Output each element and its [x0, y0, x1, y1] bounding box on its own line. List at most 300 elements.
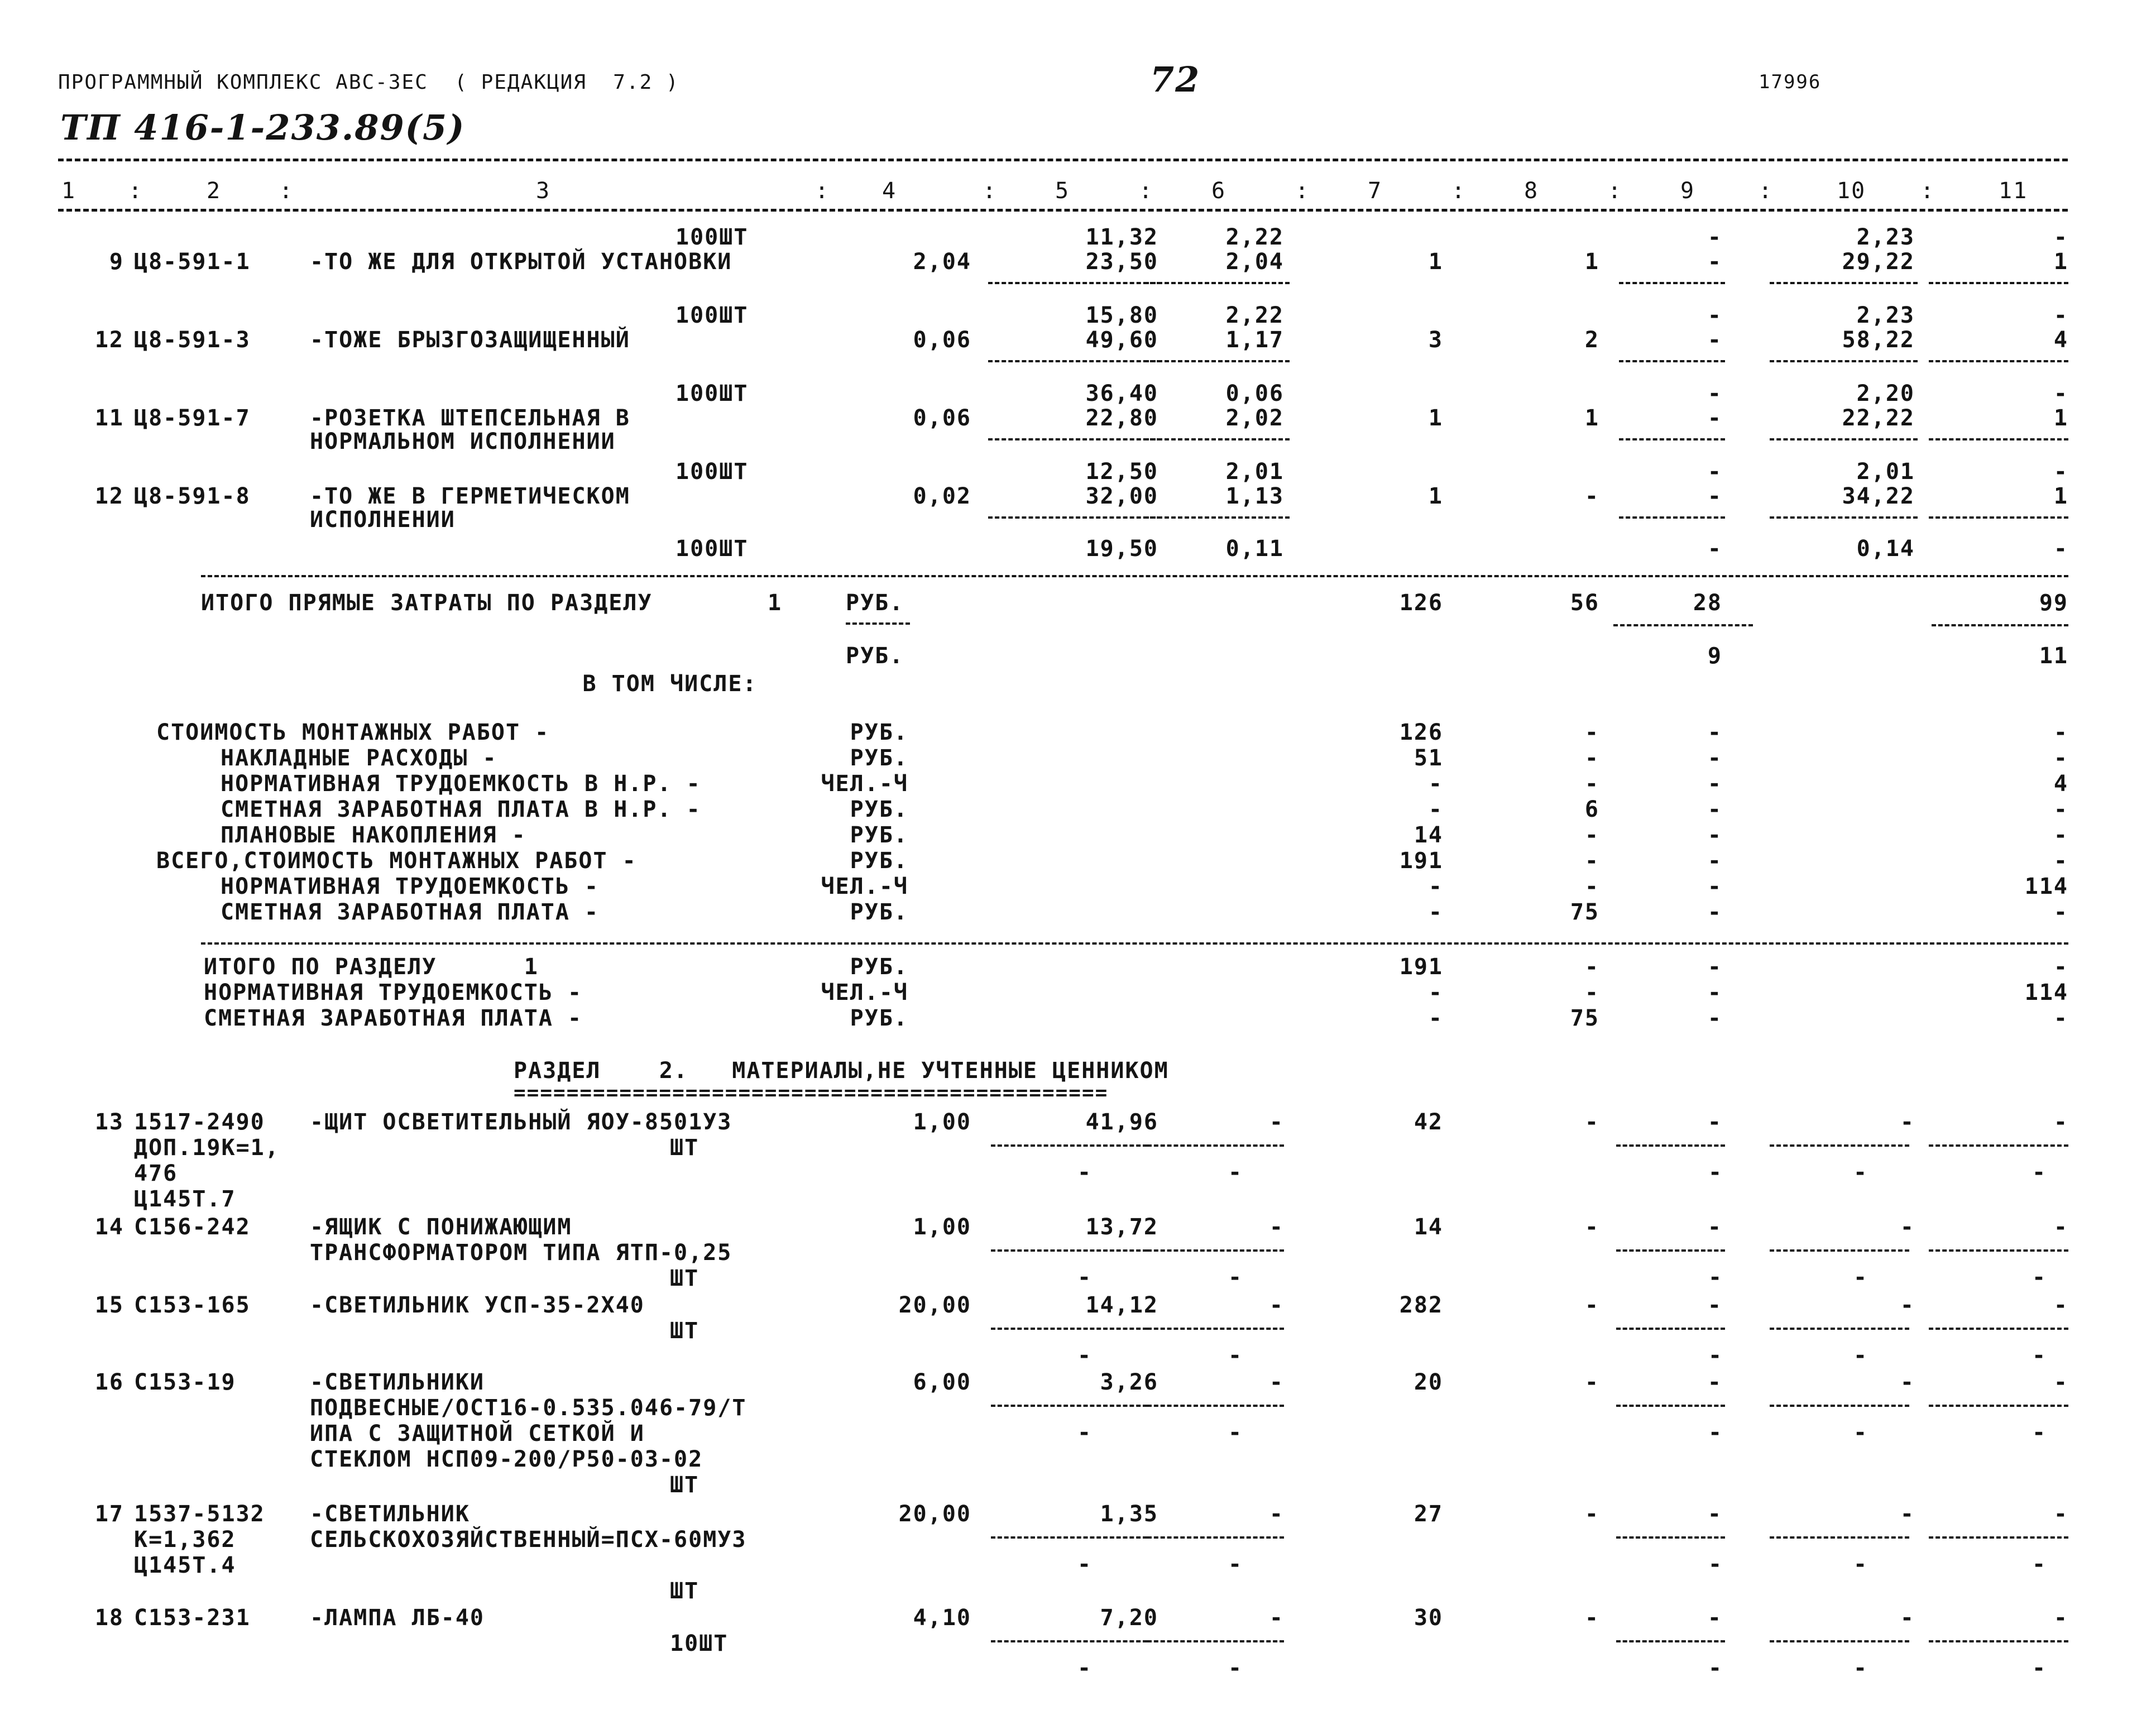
value-c9: -	[1707, 483, 1722, 509]
rate-code: 1537-5132	[134, 1501, 265, 1527]
value-c9: -	[1707, 771, 1722, 797]
value-c4: 2,04	[913, 249, 971, 275]
cell-rule	[1616, 1144, 1725, 1147]
value-c8: -	[1584, 483, 1599, 509]
value-c10: 0,14	[1856, 536, 1915, 562]
item-name-cont: НОРМАЛЬНОМ ИСПОЛНЕНИИ	[310, 429, 616, 454]
value-c11: -	[2053, 1214, 2068, 1240]
value-c8: 56	[1570, 590, 1599, 616]
total-line-label: ВСЕГО,СТОИМОСТЬ МОНТАЖНЫХ РАБОТ -	[156, 848, 637, 874]
column-separator: :	[1139, 178, 1154, 204]
dash-placeholder: -	[1853, 1655, 1868, 1681]
item-name: -ЩИТ ОСВЕТИТЕЛЬНЫЙ ЯОУ-8501УЗ	[310, 1109, 732, 1135]
value-c8: 75	[1570, 899, 1599, 925]
cell-rule	[1147, 1249, 1284, 1252]
cell-rule	[1770, 282, 1918, 284]
cell-rule	[991, 1405, 1147, 1407]
dash-placeholder: -	[1853, 1343, 1868, 1368]
row-number: 11	[94, 405, 124, 431]
value-c9: -	[1707, 381, 1722, 406]
row-number: 15	[94, 1292, 124, 1318]
value-c11: -	[2053, 720, 2068, 745]
value-c8: -	[1584, 1369, 1599, 1395]
dash-placeholder: -	[2032, 1551, 2047, 1577]
value-c9: -	[1707, 980, 1722, 1005]
value-c11: 1	[2053, 405, 2068, 431]
value-c8: -	[1584, 1501, 1599, 1527]
value-c8: -	[1584, 980, 1599, 1005]
value-c8: -	[1584, 954, 1599, 980]
value-c10: 29,22	[1842, 249, 1915, 275]
value-c5: 32,00	[1085, 483, 1158, 509]
value-c6: 2,02	[1225, 405, 1284, 431]
value-c10: -	[1900, 1501, 1915, 1527]
dash-placeholder: -	[1853, 1160, 1868, 1185]
value-c4: 1,00	[913, 1214, 971, 1240]
cell-rule	[1929, 438, 2068, 440]
cell-rule	[1929, 1144, 2068, 1147]
total-line-label: СМЕТНАЯ ЗАРАБОТНАЯ ПЛАТА -	[221, 899, 600, 925]
rate-code: Ц8-591-7	[134, 405, 251, 431]
dash-placeholder: -	[2032, 1264, 2047, 1290]
unit-label: ШТ	[670, 1266, 699, 1291]
value-c10: 2,23	[1856, 224, 1915, 250]
value-c9: -	[1707, 797, 1722, 822]
cell-rule	[1616, 1405, 1725, 1407]
value-c10: -	[1900, 1369, 1915, 1395]
cell-rule	[1929, 1328, 2068, 1330]
unit-label: ШТ	[670, 1135, 699, 1161]
cell-rule	[1932, 624, 2068, 626]
item-name: -ТОЖЕ БРЫЗГОЗАЩИЩЕННЫЙ	[310, 327, 630, 353]
value-c10: -	[1900, 1292, 1915, 1318]
cell-rule	[991, 1328, 1147, 1330]
value-c11: -	[2053, 381, 2068, 406]
cell-rule	[988, 282, 1161, 284]
dash-placeholder: -	[1228, 1655, 1243, 1681]
cell-rule	[1770, 438, 1918, 440]
value-c11: -	[2053, 899, 2068, 925]
value-c8: -	[1584, 1292, 1599, 1318]
cell-rule	[1147, 1640, 1284, 1642]
value-c7: 27	[1414, 1501, 1443, 1527]
value-c7: 14	[1414, 822, 1443, 848]
itogo-section: 1	[768, 590, 783, 616]
dash-placeholder: -	[1708, 1655, 1723, 1681]
value-c7: 126	[1399, 720, 1443, 745]
item-name: -ТО ЖЕ ДЛЯ ОТКРЫТОЙ УСТАНОВКИ	[310, 249, 732, 275]
value-c4: 4,10	[913, 1605, 971, 1631]
value-c9: -	[1707, 1292, 1722, 1318]
dash-placeholder: -	[1708, 1264, 1723, 1290]
value-c10: 22,22	[1842, 405, 1915, 431]
section2-underline: =============================================	[514, 1081, 1109, 1104]
cell-rule	[1147, 1405, 1284, 1407]
dash-placeholder: -	[1708, 1551, 1723, 1577]
value-c7: 30	[1414, 1605, 1443, 1631]
value-c9: -	[1707, 1605, 1722, 1631]
value-c11: -	[2053, 797, 2068, 822]
cell-rule	[1619, 438, 1725, 440]
value-c9: -	[1707, 1501, 1722, 1527]
value-c11: -	[2053, 1109, 2068, 1135]
value-c7: 191	[1399, 848, 1443, 874]
value-c9: -	[1707, 954, 1722, 980]
dash-placeholder: -	[1077, 1160, 1093, 1185]
rate-code: Ц8-591-8	[134, 483, 251, 509]
column-header: 3	[536, 178, 551, 204]
column-header: 4	[882, 178, 897, 204]
value-c6: 2,22	[1225, 224, 1284, 250]
item-name: СЕЛЬСКОХОЗЯЙСТВЕННЫЙ=ПСХ-60МУЗ	[310, 1527, 747, 1553]
cell-rule	[1770, 1328, 1909, 1330]
top-rule	[58, 159, 2068, 161]
column-separator: :	[1920, 178, 1935, 204]
cell-rule	[991, 1144, 1147, 1147]
cell-rule	[991, 1249, 1147, 1252]
value-c11: -	[2053, 536, 2068, 562]
column-header: 9	[1680, 178, 1695, 204]
dash-placeholder: -	[1853, 1551, 1868, 1577]
value-c11: 11	[2039, 643, 2068, 669]
row-number: 17	[94, 1501, 124, 1527]
page-number: 72	[1150, 59, 1201, 100]
cell-rule	[1144, 360, 1290, 362]
value-c8: -	[1584, 822, 1599, 848]
value-c5: 11,32	[1085, 224, 1158, 250]
value-c7: -	[1428, 771, 1443, 797]
cell-rule	[1770, 1405, 1909, 1407]
cell-rule	[988, 516, 1161, 519]
value-c5: 12,50	[1085, 459, 1158, 485]
unit: РУБ.	[850, 797, 908, 822]
unit: ЧЕЛ.-Ч	[821, 771, 908, 797]
dash-placeholder: -	[1708, 1160, 1723, 1185]
cell-rule	[1616, 1640, 1725, 1642]
unit-label: ШТ	[670, 1578, 699, 1604]
value-c4: 20,00	[898, 1292, 971, 1318]
cell-rule	[1770, 1144, 1909, 1147]
value-c10: 58,22	[1842, 327, 1915, 353]
dash-placeholder: -	[1708, 1343, 1723, 1368]
column-separator: :	[1608, 178, 1623, 204]
value-c6: -	[1269, 1369, 1284, 1395]
value-c11: 114	[2024, 874, 2068, 899]
value-c5: 1,35	[1100, 1501, 1158, 1527]
cell-rule	[1144, 438, 1290, 440]
section-total-label: НОРМАТИВНАЯ ТРУДОЕМКОСТЬ -	[204, 980, 583, 1005]
cell-rule	[1770, 360, 1918, 362]
value-c11: 99	[2039, 590, 2068, 616]
value-c5: 36,40	[1085, 381, 1158, 406]
value-c7: -	[1428, 874, 1443, 899]
value-c5: 7,20	[1100, 1605, 1158, 1631]
cell-rule	[1770, 1536, 1909, 1539]
value-c7: -	[1428, 1005, 1443, 1031]
value-c9: -	[1707, 720, 1722, 745]
value-c6: -	[1269, 1292, 1284, 1318]
item-name: -ЯЩИК С ПОНИЖАЮЩИМ	[310, 1214, 572, 1240]
rate-code: ДОП.19К=1,	[134, 1135, 280, 1161]
column-header: 11	[1999, 178, 2028, 204]
value-c5: 22,80	[1085, 405, 1158, 431]
unit-label: 100ШТ	[675, 381, 749, 406]
value-c6: 2,04	[1225, 249, 1284, 275]
value-c11: -	[2053, 745, 2068, 771]
value-c6: -	[1269, 1109, 1284, 1135]
rate-code: С156-242	[134, 1214, 251, 1240]
value-c7: 1	[1428, 405, 1443, 431]
value-c7: 1	[1428, 249, 1443, 275]
column-header: 1	[61, 178, 76, 204]
unit: РУБ.	[850, 1005, 908, 1031]
unit: ЧЕЛ.-Ч	[821, 980, 908, 1005]
dash-placeholder: -	[1228, 1551, 1243, 1577]
value-c11: -	[2053, 1292, 2068, 1318]
value-c9: -	[1707, 459, 1722, 485]
item-name-cont: ИСПОЛНЕНИИ	[310, 507, 456, 533]
rate-code: Ц8-591-3	[134, 327, 251, 353]
value-c7: 20	[1414, 1369, 1443, 1395]
item-name: ИПА С ЗАЩИТНОЙ СЕТКОЙ И	[310, 1421, 645, 1446]
value-c11: -	[2053, 224, 2068, 250]
section1-bottom-rule	[201, 575, 2068, 577]
value-c5: 3,26	[1100, 1369, 1158, 1395]
dash-placeholder: -	[2032, 1655, 2047, 1681]
value-c10: 2,01	[1856, 459, 1915, 485]
cell-rule	[1147, 1144, 1284, 1147]
value-c5: 14,12	[1085, 1292, 1158, 1318]
rate-code: Ц145Т.4	[134, 1553, 236, 1578]
unit-label: 100ШТ	[675, 224, 749, 250]
section-total-label: СМЕТНАЯ ЗАРАБОТНАЯ ПЛАТА -	[204, 1005, 583, 1031]
value-c6: 1,13	[1225, 483, 1284, 509]
value-c8: -	[1584, 771, 1599, 797]
column-separator: :	[983, 178, 998, 204]
cell-rule	[1929, 516, 2068, 519]
value-c11: -	[2053, 1605, 2068, 1631]
cell-rule	[1619, 360, 1725, 362]
value-c11: -	[2053, 303, 2068, 328]
item-name: -СВЕТИЛЬНИК	[310, 1501, 470, 1527]
value-c7: 3	[1428, 327, 1443, 353]
total-line-label: СТОИМОСТЬ МОНТАЖНЫХ РАБОТ -	[156, 720, 550, 745]
column-separator: :	[279, 178, 294, 204]
value-c4: 0,06	[913, 327, 971, 353]
cell-rule	[1144, 516, 1290, 519]
value-c6: -	[1269, 1605, 1284, 1631]
section-total-label: ИТОГО ПО РАЗДЕЛУ 1	[204, 954, 539, 980]
value-c11: -	[2053, 954, 2068, 980]
value-c10: 34,22	[1842, 483, 1915, 509]
value-c9: -	[1707, 899, 1722, 925]
unit: РУБ.	[850, 720, 908, 745]
total-line-label: НОРМАТИВНАЯ ТРУДОЕМКОСТЬ -	[221, 874, 600, 899]
column-separator: :	[1295, 178, 1310, 204]
value-c10: -	[1900, 1109, 1915, 1135]
value-c6: -	[1269, 1214, 1284, 1240]
value-c9: -	[1707, 745, 1722, 771]
value-c6: 0,11	[1225, 536, 1284, 562]
column-separator: :	[1759, 178, 1774, 204]
value-c11: 4	[2053, 771, 2068, 797]
dash-placeholder: -	[1228, 1343, 1243, 1368]
cell-rule	[1929, 1640, 2068, 1642]
unit: РУБ.	[850, 954, 908, 980]
cell-rule	[1616, 1249, 1725, 1252]
total-line-label: ПЛАНОВЫЕ НАКОПЛЕНИЯ -	[221, 822, 526, 848]
header-bottom-rule	[58, 209, 2068, 212]
item-name: СТЕКЛОМ НСП09-200/Р50-03-02	[310, 1446, 703, 1472]
item-name: -ТО ЖЕ В ГЕРМЕТИЧЕСКОМ	[310, 483, 630, 509]
value-c9: -	[1707, 327, 1722, 353]
dash-placeholder: -	[1077, 1655, 1093, 1681]
rate-code: 476	[134, 1161, 178, 1186]
value-c8: -	[1584, 1605, 1599, 1631]
unit-label: 100ШТ	[675, 459, 749, 485]
cell-rule	[991, 1640, 1147, 1642]
row-number: 18	[94, 1605, 124, 1631]
cell-rule	[1929, 1536, 2068, 1539]
unit: РУБ.	[850, 822, 908, 848]
column-header: 8	[1524, 178, 1539, 204]
dash-placeholder: -	[1077, 1551, 1093, 1577]
value-c8: -	[1584, 720, 1599, 745]
value-c9: -	[1707, 405, 1722, 431]
section2-title: РАЗДЕЛ 2. МАТЕРИАЛЫ,НЕ УЧТЕННЫЕ ЦЕННИКОМ	[514, 1058, 1169, 1084]
rate-code: 1517-2490	[134, 1109, 265, 1135]
value-c9: 28	[1693, 590, 1722, 616]
column-header: 5	[1055, 178, 1070, 204]
cell-rule	[988, 360, 1161, 362]
value-c5: 41,96	[1085, 1109, 1158, 1135]
dash-placeholder: -	[2032, 1420, 2047, 1445]
value-c6: 2,22	[1225, 303, 1284, 328]
dash-placeholder: -	[1853, 1264, 1868, 1290]
dash-placeholder: -	[2032, 1343, 2047, 1368]
total-line-label: СМЕТНАЯ ЗАРАБОТНАЯ ПЛАТА В Н.Р. -	[221, 797, 701, 822]
row-number: 12	[94, 483, 124, 509]
value-c7: 42	[1414, 1109, 1443, 1135]
unit-label: 100ШТ	[675, 536, 749, 562]
cell-rule	[1616, 1536, 1725, 1539]
value-c4: 0,02	[913, 483, 971, 509]
value-c10: 2,20	[1856, 381, 1915, 406]
value-c9: -	[1707, 536, 1722, 562]
value-c7: 14	[1414, 1214, 1443, 1240]
value-c7: 51	[1414, 745, 1443, 771]
value-c8: 75	[1570, 1005, 1599, 1031]
value-c6: 0,06	[1225, 381, 1284, 406]
cell-rule	[1770, 1249, 1909, 1252]
column-separator: :	[815, 178, 830, 204]
value-c11: -	[2053, 1005, 2068, 1031]
unit-label: 10ШТ	[670, 1631, 729, 1656]
rate-code: Ц8-591-1	[134, 249, 251, 275]
cell-rule	[1770, 1640, 1909, 1642]
unit: РУБ.	[850, 745, 908, 771]
unit: ЧЕЛ.-Ч	[821, 874, 908, 899]
value-c5: 23,50	[1085, 249, 1158, 275]
unit: РУБ.	[850, 848, 908, 874]
row-number: 9	[109, 249, 124, 275]
doc-code: 17996	[1759, 71, 1822, 93]
column-header: 10	[1837, 178, 1866, 204]
cell-rule	[1144, 282, 1290, 284]
value-c4: 1,00	[913, 1109, 971, 1135]
value-c7: 282	[1399, 1292, 1443, 1318]
rate-code: С153-165	[134, 1292, 251, 1318]
cell-rule	[1929, 1405, 2068, 1407]
value-c7: 1	[1428, 483, 1443, 509]
value-c8: 1	[1584, 249, 1599, 275]
rate-code: С153-231	[134, 1605, 251, 1631]
value-c4: 6,00	[913, 1369, 971, 1395]
item-name: -ЛАМПА ЛБ-40	[310, 1605, 485, 1631]
dash-placeholder: -	[1228, 1420, 1243, 1445]
value-c7: -	[1428, 797, 1443, 822]
cell-rule	[1929, 282, 2068, 284]
unit: РУБ.	[846, 643, 904, 669]
cell-rule	[1929, 1249, 2068, 1252]
row-number: 12	[94, 327, 124, 353]
value-c5: 19,50	[1085, 536, 1158, 562]
value-c11: -	[2053, 459, 2068, 485]
value-c11: 4	[2053, 327, 2068, 353]
value-c8: -	[1584, 874, 1599, 899]
row-number: 16	[94, 1369, 124, 1395]
unit-label: 100ШТ	[675, 303, 749, 328]
value-c8: -	[1584, 848, 1599, 874]
cell-rule	[1147, 1536, 1284, 1539]
value-c11: -	[2053, 822, 2068, 848]
dash-placeholder: -	[1077, 1343, 1093, 1368]
value-c8: 6	[1584, 797, 1599, 822]
value-c9: -	[1707, 249, 1722, 275]
value-c10: -	[1900, 1605, 1915, 1631]
cell-rule	[1770, 516, 1918, 519]
value-c9: -	[1707, 1214, 1722, 1240]
unit-label: ШТ	[670, 1472, 699, 1498]
value-c5: 49,60	[1085, 327, 1158, 353]
value-c4: 0,06	[913, 405, 971, 431]
program-title: ПРОГРАММНЫЙ КОМПЛЕКС АВС-ЗЕС ( РЕДАКЦИЯ 7.2 )	[58, 71, 679, 94]
value-c4: 20,00	[898, 1501, 971, 1527]
value-c9: 9	[1707, 643, 1722, 669]
cell-rule	[988, 438, 1161, 440]
column-header: 6	[1211, 178, 1226, 204]
value-c9: -	[1707, 303, 1722, 328]
totals-bottom-rule	[201, 942, 2068, 945]
dash-placeholder: -	[2032, 1160, 2047, 1185]
value-c6: 1,17	[1225, 327, 1284, 353]
value-c8: 2	[1584, 327, 1599, 353]
item-name: ТРАНСФОРМАТОРОМ ТИПА ЯТП-0,25	[310, 1240, 732, 1266]
value-c8: -	[1584, 1214, 1599, 1240]
value-c9: -	[1707, 224, 1722, 250]
dash-placeholder: -	[1077, 1264, 1093, 1290]
value-c6: -	[1269, 1501, 1284, 1527]
item-name: ПОДВЕСНЫЕ/ОСТ16-0.535.046-79/Т	[310, 1395, 747, 1421]
rate-code: Ц145Т.7	[134, 1186, 236, 1212]
value-c7: -	[1428, 980, 1443, 1005]
value-c6: 2,01	[1225, 459, 1284, 485]
unit-label: ШТ	[670, 1318, 699, 1344]
row-number: 13	[94, 1109, 124, 1135]
cell-rule	[1619, 282, 1725, 284]
unit: РУБ.	[846, 590, 904, 616]
value-c9: -	[1707, 1369, 1722, 1395]
